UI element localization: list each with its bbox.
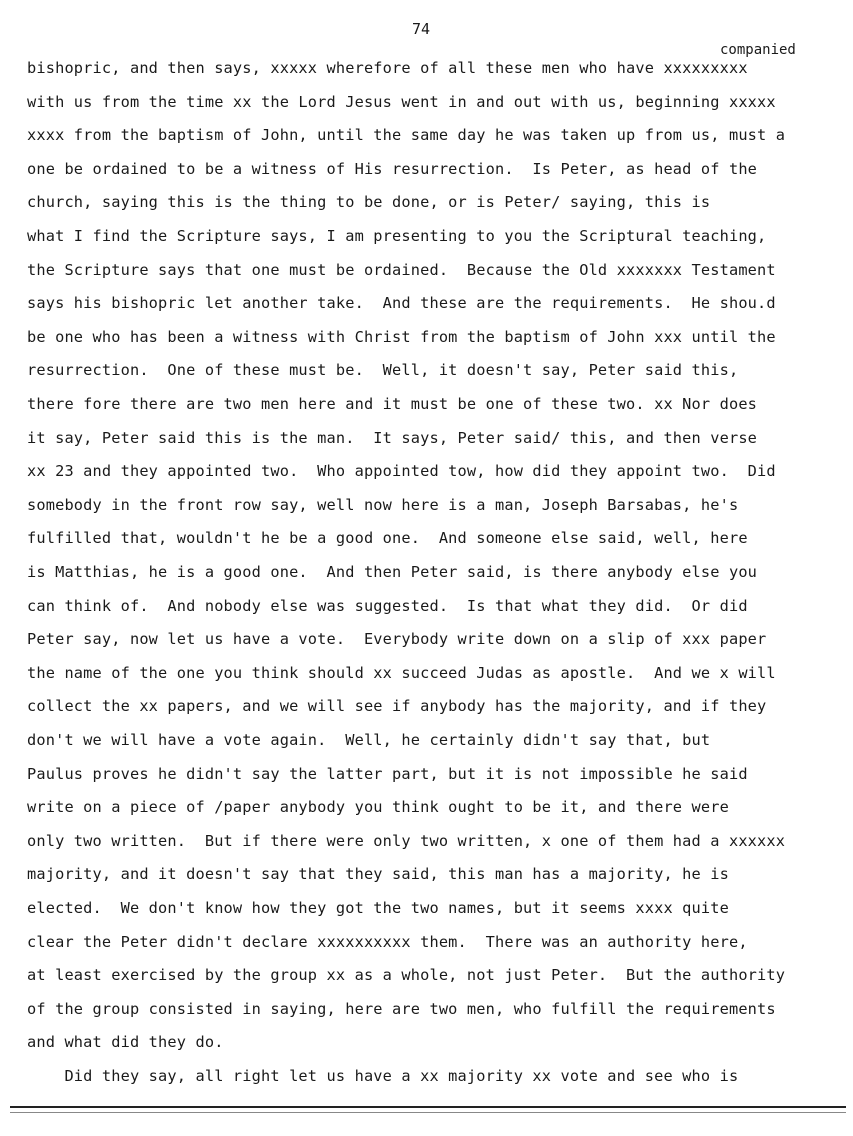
text-line: only two written. But if there were only two written, x one of them had a xxxxxx [27, 831, 786, 850]
text-line: Peter say, now let us have a vote. Everybody write down on a slip of xxx paper [27, 630, 767, 649]
text-line: fulfilled that, wouldn't he be a good one. And someone else said, well, here [27, 529, 748, 548]
bottom-rule [10, 1106, 846, 1108]
interlinear-note: companied [720, 42, 796, 58]
text-line: there fore there are two men here and it must be one of these two. xx Nor does [27, 395, 758, 413]
text-line: is Matthias, he is a good one. And then Peter said, is there anybody else you [27, 563, 758, 581]
text-line: it say, Peter said this is the man. It says, Peter said/ this, and then verse [27, 428, 758, 447]
text-line: bishopric, and then says, xxxxx wherefore of all these men who have xxxxxxxxx [27, 59, 748, 77]
text-line: at least exercised by the group xx as a whole, not just Peter. But the authority [27, 966, 786, 985]
text-line: write on a piece of /paper anybody you think ought to be it, and there were [27, 798, 729, 817]
text-line: what I find the Scripture says, I am presenting to you the Scriptural teaching, [27, 227, 767, 245]
text-line: somebody in the front row say, well now here is a man, Joseph Barsabas, he's [27, 495, 739, 514]
text-line: xxxx from the baptism of John, until the same day he was taken up from us, must a [27, 126, 786, 145]
text-line: majority, and it doesn't say that they said, this man has a majority, he is [27, 865, 729, 884]
text-line: one be ordained to be a witness of His resurrection. Is Peter, as head of the [27, 159, 758, 178]
bottom-rule-faint [10, 1112, 846, 1113]
text-line: clear the Peter didn't declare xxxxxxxxxx them. There was an authority here, [27, 932, 748, 951]
text-line: can think of. And nobody else was suggested. Is that what they did. Or did [27, 596, 748, 615]
text-line: be one who has been a witness with Christ from the baptism of John xxx until the [27, 327, 776, 346]
text-line: of the group consisted in saying, here are two men, who fulfill the requirements [27, 999, 776, 1018]
text-line: church, saying this is the thing to be done, or is Peter/ saying, this is [27, 193, 711, 212]
text-line: Did they say, all right let us have a xx majority xx vote and see who is [27, 1067, 739, 1085]
text-line: with us from the time xx the Lord Jesus went in and out with us, beginning xxxxx [27, 92, 776, 111]
text-line: don't we will have a vote again. Well, he certainly didn't say that, but [27, 731, 711, 749]
text-line: Paulus proves he didn't say the latter part, but it is not impossible he said [27, 764, 748, 783]
text-line: the Scripture says that one must be ordained. Because the Old xxxxxxx Testament [27, 260, 776, 279]
text-line: xx 23 and they appointed two. Who appointed tow, how did they appoint two. Did [27, 462, 776, 481]
text-line: says his bishopric let another take. And these are the requirements. He shou.d [27, 294, 776, 313]
page-number: 74 [412, 20, 431, 38]
text-line: and what did they do. [27, 1033, 224, 1052]
text-line: resurrection. One of these must be. Well, it doesn't say, Peter said this, [27, 361, 739, 380]
text-line: collect the xx papers, and we will see if anybody has the majority, and if they [27, 697, 767, 716]
text-line: elected. We don't know how they got the two names, but it seems xxxx quite [27, 899, 729, 917]
text-line: the name of the one you think should xx succeed Judas as apostle. And we x will [27, 663, 776, 682]
